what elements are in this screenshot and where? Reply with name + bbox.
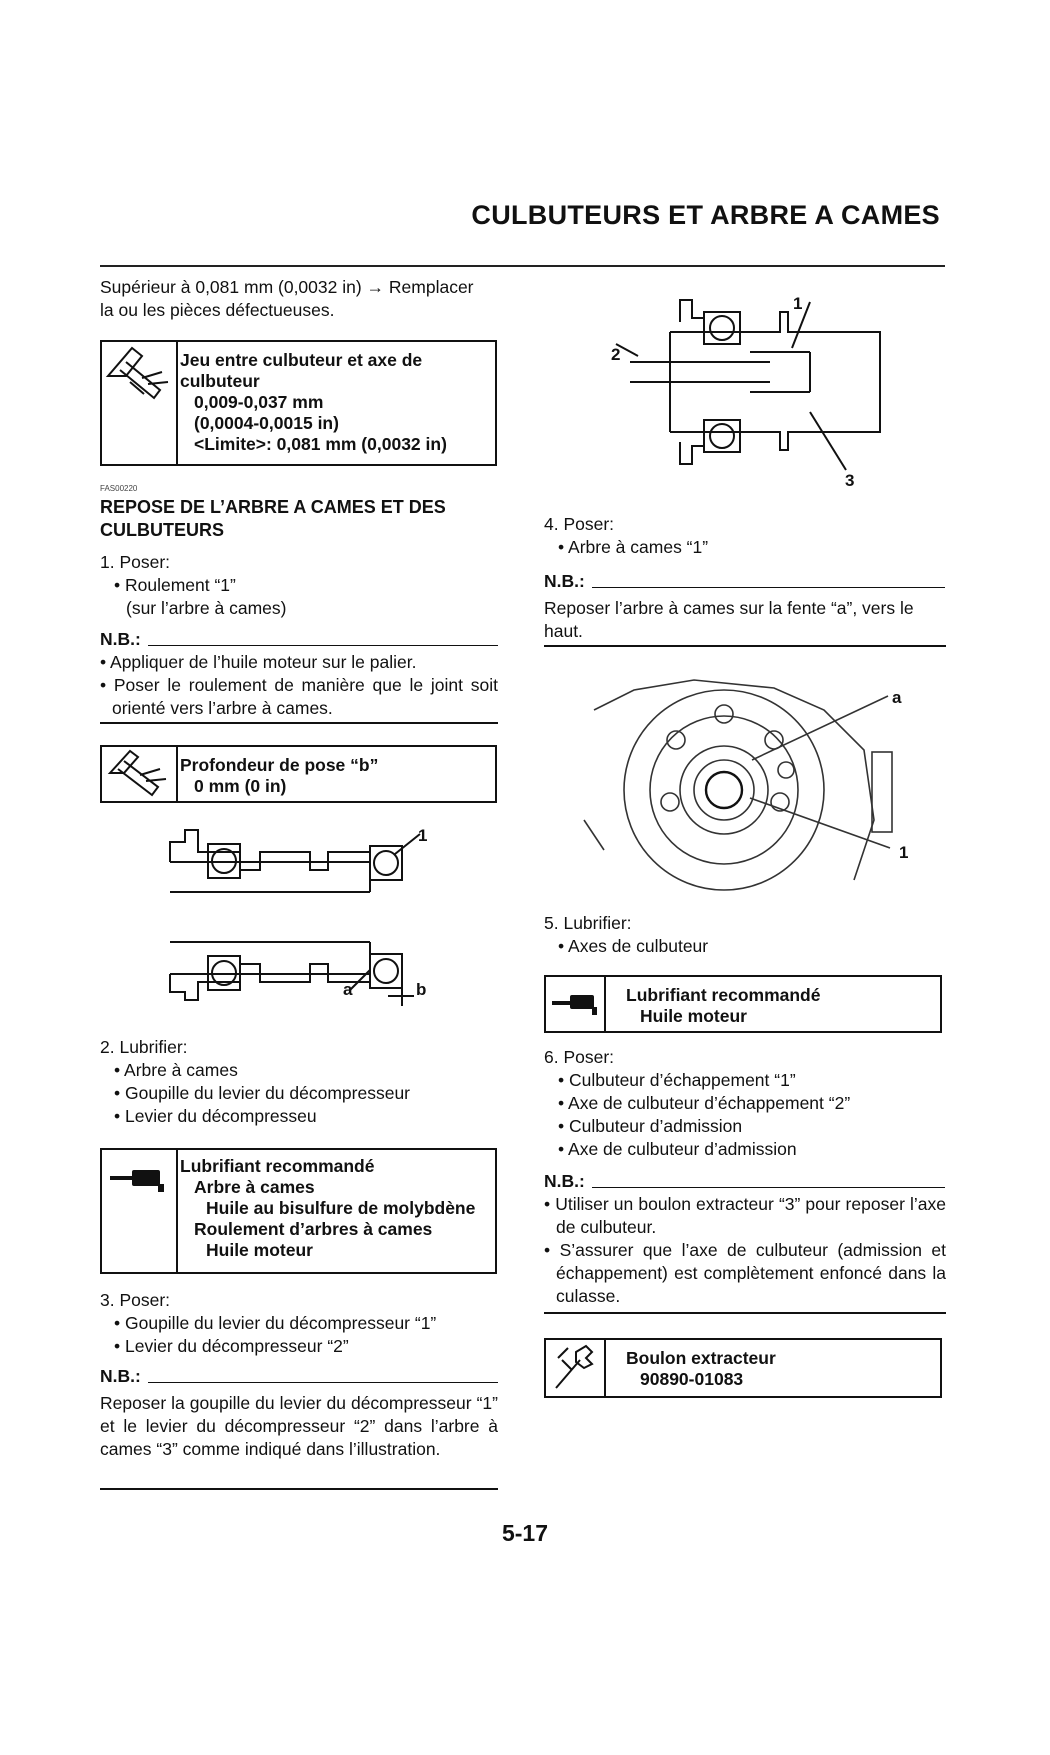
spec-box-depth [100,745,497,803]
nb-rule [592,587,945,588]
spec-value: (0,0004-0,0015 in) [194,413,339,433]
tool-part-number: 90890-01083 [640,1369,744,1389]
nb-end-rule [100,1488,498,1490]
spec-value: Huile moteur [640,1006,747,1026]
step-item: • Axe de culbuteur d’admission [558,1139,797,1159]
intro-line: Supérieur à 0,081 mm (0,0032 in) → Remplacer [100,277,474,297]
spec-value: 0 mm (0 in) [194,776,287,796]
fig2-callout-2: 2 [611,345,621,364]
fig1-callout-1: 1 [418,826,428,845]
nb-4-text: Reposer l’arbre à cames sur la fente “a”, vers le haut. [544,598,914,641]
oil-can-icon [102,1150,178,1272]
step-title: 3. Poser: [100,1290,171,1310]
title-rule [100,265,945,267]
step-item: • Goupille du levier du décompresseur “1” [114,1313,437,1333]
caliper-icon [102,747,178,801]
nb-item: • Appliquer de l’huile moteur sur le palier. [100,652,417,672]
step-title: 4. Poser: [544,514,615,534]
step-title: 1. Poser: [100,552,171,572]
spec-value: 0,009-0,037 mm [194,392,324,412]
step-title: 5. Lubrifier: [544,913,632,933]
step-note: (sur l’arbre à cames) [126,598,287,618]
step-item: • Goupille du levier du décompresseur [114,1083,411,1103]
spec-item: Arbre à cames [194,1177,315,1197]
step-item: • Roulement “1” [114,575,236,595]
step-2 [100,1036,498,1128]
fig2-callout-3: 3 [845,471,855,490]
intro-text [100,276,498,322]
step-item: • Arbre à cames “1” [558,537,709,557]
page-number: 5-17 [501,1520,549,1546]
fig1-callout-b: b [416,980,427,999]
spec-box-tool [544,1338,942,1398]
fig3-callout-1: 1 [899,843,909,862]
nb-end-rule [544,1312,946,1314]
spec-line: Lubrifiant recommandé [626,985,821,1005]
nb-label: N.B.: [544,571,585,591]
step-item: • Arbre à cames [114,1060,238,1080]
camshaft-decompressor-figure [610,292,890,492]
nb-end-rule [544,645,946,647]
heading-line: REPOSE DE L’ARBRE A CAMES ET DES [100,497,446,517]
step-6 [544,1046,946,1161]
camshaft-bearing-figure [160,822,440,1008]
step-3 [100,1289,498,1358]
fig2-callout-1: 1 [793,294,803,313]
nb-item: • Utiliser un boulon extracteur “3” pour reposer l’axe de culbuteur. [544,1194,946,1237]
spec-limit: <Limite>: 0,081 mm (0,0032 in) [194,434,447,454]
nb-6-list [544,1193,946,1308]
nb-item: • Poser le roulement de manière que le joint soit orienté vers l’arbre à cames. [100,675,498,718]
spec-value: Huile moteur [206,1240,313,1260]
nb-item: • S’assurer que l’axe de culbuteur (admission et échappement) est complètement enfoncé dans la culasse. [544,1240,946,1306]
step-title: 2. Lubrifier: [100,1037,188,1057]
spec-box-lubricant [100,1148,497,1274]
step-item: • Culbuteur d’échappement “1” [558,1070,796,1090]
step-item: • Axe de culbuteur d’échappement “2” [558,1093,851,1113]
caliper-icon [102,342,178,464]
step-item: • Culbuteur d’admission [558,1116,743,1136]
spec-line: Boulon extracteur [626,1348,776,1368]
fig3-callout-a: a [892,688,902,707]
nb-label: N.B.: [100,1366,141,1386]
spec-line: Profondeur de pose “b” [180,755,379,775]
cylinder-head-slot-figure [574,670,904,900]
nb-rule [592,1187,945,1188]
nb-label: N.B.: [100,629,141,649]
nb-rule [148,1382,498,1383]
nb-1-list [100,651,498,720]
nb-3-text: Reposer la goupille du levier du décompresseur “1” et le levier du décompresseur “2” dans l’arbre à cames “3” comme indiqué dans l’illustration. [100,1393,498,1459]
spec-line: Lubrifiant recommandé [180,1156,375,1176]
fig1-callout-a: a [343,980,353,999]
step-5 [544,912,946,958]
step-4 [544,513,946,559]
oil-can-icon [546,977,606,1031]
step-item: • Axes de culbuteur [558,936,709,956]
step-item: • Levier du décompresseu [114,1106,317,1126]
section-heading [100,496,498,542]
spec-box-lubricant [544,975,942,1033]
nb-label: N.B.: [544,1171,585,1191]
spec-value: Huile au bisulfure de molybdène [206,1198,476,1218]
section-code: FAS00220 [100,484,138,493]
intro-line: la ou les pièces défectueuses. [100,300,335,320]
nb-end-rule [100,722,498,724]
wrench-tool-icon [546,1340,606,1396]
step-1 [100,551,498,620]
spec-item: Roulement d’arbres à cames [194,1219,433,1239]
step-title: 6. Poser: [544,1047,615,1067]
spec-box-clearance [100,340,497,466]
page-title: CULBUTEURS ET ARBRE A CAMES [471,200,940,230]
heading-line: CULBUTEURS [100,520,224,540]
spec-line: Jeu entre culbuteur et axe de [180,350,423,370]
step-item: • Levier du décompresseur “2” [114,1336,349,1356]
nb-rule [148,645,498,646]
spec-line: culbuteur [180,371,260,391]
